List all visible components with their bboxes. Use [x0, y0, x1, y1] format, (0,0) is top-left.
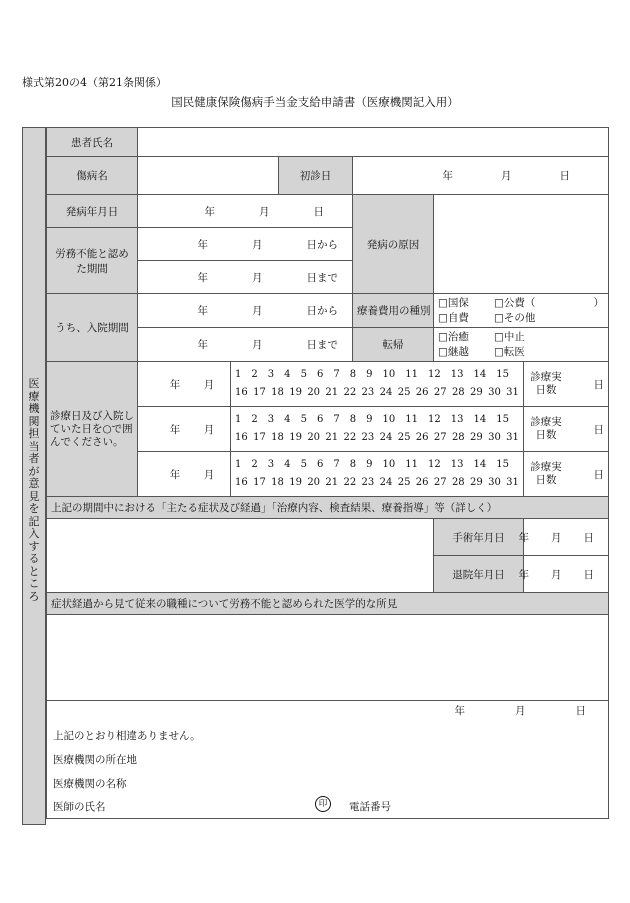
- surgery-date-year: 年: [518, 531, 529, 544]
- surgery-date-day: 日: [583, 531, 594, 544]
- outcome-label: 転帰: [353, 328, 434, 362]
- day-number[interactable]: 27: [433, 477, 447, 488]
- incapacity-from-day: 日から: [306, 238, 338, 251]
- incapacity-from-month: 月: [252, 238, 263, 251]
- first-visit-label: 初診日: [279, 157, 353, 195]
- day-number[interactable]: 30: [488, 432, 501, 443]
- visit-year-1: 年: [169, 378, 181, 391]
- day-number[interactable]: 25: [397, 387, 411, 398]
- cert-day: 日: [575, 705, 586, 717]
- side-label: 医療機関担当者が意見を記入するところ: [28, 377, 40, 603]
- day-number[interactable]: 21: [325, 387, 339, 398]
- day-number[interactable]: 27: [433, 387, 447, 398]
- discharge-date-day: 日: [583, 568, 594, 581]
- visit-day-grid-1[interactable]: [231, 362, 524, 407]
- day-number[interactable]: 7: [333, 414, 340, 425]
- outcome-continued-checkbox[interactable]: □継越: [438, 345, 469, 358]
- incapacity-to-field[interactable]: [138, 261, 353, 294]
- day-number[interactable]: 24: [379, 387, 393, 398]
- outcome-stopped-checkbox[interactable]: □中止: [494, 330, 525, 343]
- findings-field[interactable]: [47, 615, 609, 701]
- fee-public-close: ）: [593, 296, 604, 309]
- days-count-label-1: 診療実日数: [530, 371, 562, 396]
- visit-month-field-3[interactable]: [138, 452, 231, 497]
- first-visit-field[interactable]: [353, 157, 609, 195]
- first-visit-year: 年: [442, 170, 453, 182]
- day-number[interactable]: 31: [506, 477, 519, 488]
- day-number[interactable]: 1: [235, 459, 242, 470]
- day-number[interactable]: 19: [289, 387, 302, 398]
- cert-year: 年: [454, 705, 465, 717]
- disease-name-label: 傷病名: [47, 157, 138, 195]
- days-count-label-3: 診療実日数: [530, 461, 562, 486]
- incapacity-to-year: 年: [197, 271, 208, 284]
- incapacity-from-year: 年: [197, 238, 208, 251]
- fee-type-label: 療養費用の種別: [353, 294, 434, 328]
- inpatient-to-year: 年: [197, 339, 208, 351]
- day-number[interactable]: 12: [428, 459, 441, 470]
- day-number[interactable]: 25: [397, 477, 411, 488]
- day-number[interactable]: 22: [343, 387, 357, 398]
- onset-month: 月: [259, 205, 270, 218]
- day-number[interactable]: 31: [506, 387, 519, 398]
- day-number[interactable]: 22: [343, 432, 357, 443]
- day-number[interactable]: 18: [271, 432, 284, 443]
- inpatient-from-day: 日から: [306, 305, 338, 317]
- day-number[interactable]: 14: [473, 459, 487, 470]
- inpatient-period-label: うち、入院期間: [47, 294, 138, 362]
- surgery-date-field[interactable]: [518, 519, 609, 556]
- inpatient-from-month: 月: [252, 305, 263, 317]
- visit-month-field-2[interactable]: [138, 407, 231, 452]
- day-number[interactable]: 15: [496, 459, 509, 470]
- outcome-cured-checkbox[interactable]: □治癒: [438, 330, 469, 343]
- day-number[interactable]: 17: [253, 477, 266, 488]
- day-number[interactable]: 27: [433, 432, 447, 443]
- visit-year-3: 年: [169, 468, 181, 481]
- application-form-table: [46, 127, 609, 819]
- day-row-first-half: [235, 366, 519, 384]
- day-number[interactable]: 1: [235, 414, 242, 425]
- visit-month-1: 月: [203, 378, 215, 391]
- inpatient-from-field[interactable]: [138, 294, 353, 328]
- day-number[interactable]: 16: [235, 477, 248, 488]
- day-number[interactable]: 12: [428, 369, 441, 380]
- day-number[interactable]: 25: [397, 432, 411, 443]
- days-count-unit-1: 日: [593, 378, 604, 391]
- day-number[interactable]: 19: [289, 432, 302, 443]
- day-number[interactable]: 9: [366, 369, 373, 380]
- facility-address-label: 医療機関の所在地: [53, 754, 137, 766]
- day-number[interactable]: 14: [473, 414, 487, 425]
- day-number[interactable]: 7: [333, 459, 340, 470]
- days-count-label-2: 診療実日数: [530, 416, 562, 441]
- day-number[interactable]: 5: [300, 414, 307, 425]
- visit-year-2: 年: [169, 423, 181, 436]
- day-number[interactable]: 2: [251, 414, 258, 425]
- day-number[interactable]: 10: [382, 414, 396, 425]
- day-number[interactable]: 20: [307, 432, 321, 443]
- day-row-first-half: [235, 456, 519, 474]
- onset-year: 年: [204, 205, 215, 218]
- days-count-field-1[interactable]: [524, 362, 609, 407]
- onset-day: 日: [313, 205, 324, 218]
- day-number[interactable]: 26: [415, 477, 429, 488]
- outcome-transferred-checkbox[interactable]: □転医: [494, 345, 525, 358]
- day-number[interactable]: 29: [470, 477, 483, 488]
- visit-month-3: 月: [203, 468, 215, 481]
- findings-heading: 症状経過から見て従来の職種について労務不能と認められた医学的な所見: [47, 593, 609, 615]
- visit-month-field-1[interactable]: [138, 362, 231, 407]
- day-number[interactable]: 3: [267, 369, 275, 380]
- day-number[interactable]: 16: [235, 432, 248, 443]
- day-number[interactable]: 18: [271, 477, 284, 488]
- fee-type-options[interactable]: [434, 294, 609, 328]
- day-number[interactable]: 4: [284, 369, 291, 380]
- doctor-name-label: 医師の氏名: [53, 801, 106, 813]
- discharge-date-year: 年: [518, 568, 529, 581]
- inpatient-to-day: 日まで: [306, 339, 338, 351]
- incapacity-from-field[interactable]: [138, 228, 353, 261]
- day-number[interactable]: 30: [488, 477, 501, 488]
- day-number[interactable]: 3: [267, 459, 275, 470]
- day-number[interactable]: 29: [470, 387, 483, 398]
- side-label-column: [22, 127, 46, 825]
- incapacity-to-day: 日まで: [306, 271, 338, 284]
- day-number[interactable]: 15: [496, 369, 509, 380]
- day-row-first-half: [235, 411, 519, 429]
- onset-cause-label: 発病の原因: [353, 195, 434, 294]
- day-number[interactable]: 23: [361, 477, 375, 488]
- course-details-field[interactable]: [47, 519, 434, 593]
- day-number[interactable]: 11: [405, 459, 418, 470]
- day-number[interactable]: 28: [451, 477, 465, 488]
- day-number[interactable]: 24: [379, 432, 393, 443]
- days-count-field-2[interactable]: [524, 407, 609, 452]
- discharge-date-month: 月: [551, 568, 562, 581]
- certification-date[interactable]: [455, 703, 587, 718]
- seal-icon: 印: [315, 796, 331, 812]
- day-number[interactable]: 14: [473, 369, 487, 380]
- day-number[interactable]: 23: [361, 432, 375, 443]
- day-number[interactable]: 1: [235, 369, 242, 380]
- day-number[interactable]: 8: [349, 459, 357, 470]
- facility-name-label: 医療機関の名称: [53, 778, 127, 790]
- discharge-date-field[interactable]: [518, 556, 609, 593]
- day-number[interactable]: 8: [349, 414, 357, 425]
- day-number[interactable]: 2: [251, 459, 258, 470]
- fee-self-checkbox[interactable]: □自費: [438, 311, 469, 324]
- day-number[interactable]: 10: [382, 459, 396, 470]
- visit-month-2: 月: [203, 423, 215, 436]
- days-count-field-3[interactable]: [524, 452, 609, 497]
- day-number[interactable]: 4: [284, 459, 291, 470]
- day-number[interactable]: 31: [506, 432, 519, 443]
- patient-name-field[interactable]: [138, 128, 609, 157]
- onset-cause-field[interactable]: [434, 195, 609, 294]
- visit-day-grid-3[interactable]: [231, 452, 524, 497]
- day-number[interactable]: 2: [251, 369, 258, 380]
- day-number[interactable]: 11: [405, 414, 418, 425]
- day-number[interactable]: 9: [366, 414, 373, 425]
- day-number[interactable]: 17: [253, 432, 266, 443]
- day-number[interactable]: 18: [271, 387, 284, 398]
- day-number[interactable]: 13: [450, 459, 464, 470]
- disease-name-field[interactable]: [138, 157, 279, 195]
- form-title: 国民健康保険傷病手当金支給申請書（医療機関記入用）: [171, 95, 459, 109]
- surgery-date-month: 月: [551, 531, 562, 544]
- day-number[interactable]: 26: [415, 387, 429, 398]
- day-number[interactable]: 20: [307, 387, 321, 398]
- first-visit-month: 月: [501, 170, 512, 182]
- day-number[interactable]: 6: [316, 369, 324, 380]
- day-number[interactable]: 9: [366, 459, 373, 470]
- day-number[interactable]: 15: [496, 414, 509, 425]
- certify-statement: 上記のとおり相違ありません。: [53, 730, 201, 742]
- day-number[interactable]: 29: [470, 432, 483, 443]
- day-number[interactable]: 13: [450, 414, 464, 425]
- day-number[interactable]: 22: [343, 477, 357, 488]
- day-number[interactable]: 24: [379, 477, 393, 488]
- days-count-unit-3: 日: [593, 468, 604, 481]
- day-number[interactable]: 20: [307, 477, 321, 488]
- day-number[interactable]: 28: [451, 387, 465, 398]
- incapacity-to-month: 月: [252, 271, 263, 284]
- day-number[interactable]: 16: [235, 387, 248, 398]
- day-number[interactable]: 11: [405, 369, 418, 380]
- outcome-options[interactable]: [434, 328, 609, 362]
- day-number[interactable]: 5: [300, 459, 307, 470]
- fee-public-checkbox[interactable]: □公費（: [494, 296, 536, 309]
- day-number[interactable]: 10: [382, 369, 396, 380]
- day-row-second-half: [235, 474, 519, 492]
- day-number[interactable]: 19: [289, 477, 302, 488]
- discharge-date-label: 退院年月日: [434, 556, 524, 593]
- certification-area: [47, 701, 609, 819]
- onset-date-field[interactable]: [138, 195, 353, 228]
- visit-days-label: 診療日及び入院していた日を○で囲んでください。: [47, 362, 138, 497]
- inpatient-from-year: 年: [197, 305, 208, 317]
- day-number[interactable]: 12: [428, 414, 441, 425]
- day-number[interactable]: 21: [325, 477, 339, 488]
- day-number[interactable]: 4: [284, 414, 291, 425]
- day-number[interactable]: 6: [316, 459, 324, 470]
- inpatient-to-month: 月: [252, 339, 263, 351]
- days-count-unit-2: 日: [593, 423, 604, 436]
- day-number[interactable]: 6: [316, 414, 324, 425]
- cert-month: 月: [515, 705, 526, 717]
- inpatient-to-field[interactable]: [138, 328, 353, 362]
- day-number[interactable]: 30: [488, 387, 501, 398]
- fee-national-checkbox[interactable]: □国保: [438, 296, 469, 309]
- surgery-date-label: 手術年月日: [434, 519, 524, 556]
- onset-date-label: 発病年月日: [47, 195, 138, 228]
- day-number[interactable]: 7: [333, 369, 340, 380]
- day-number[interactable]: 5: [300, 369, 307, 380]
- day-row-second-half: [235, 429, 519, 447]
- day-number[interactable]: 3: [267, 414, 275, 425]
- first-visit-day: 日: [559, 170, 570, 182]
- day-row-second-half: [235, 384, 519, 402]
- patient-name-label: 患者氏名: [47, 128, 138, 157]
- day-number[interactable]: 17: [253, 387, 266, 398]
- day-number[interactable]: 28: [451, 432, 465, 443]
- form-code: 様式第20の4（第21条関係）: [22, 76, 167, 89]
- day-number[interactable]: 26: [415, 432, 429, 443]
- day-number[interactable]: 23: [361, 387, 375, 398]
- day-number[interactable]: 13: [450, 369, 464, 380]
- day-number[interactable]: 8: [349, 369, 357, 380]
- day-number[interactable]: 21: [325, 432, 339, 443]
- incapacity-period-label: 労務不能と認めた期間: [47, 228, 138, 294]
- phone-label: 電話番号: [349, 801, 391, 813]
- fee-other-checkbox[interactable]: □その他: [494, 311, 536, 324]
- visit-day-grid-2[interactable]: [231, 407, 524, 452]
- course-heading: 上記の期間中における「主たる症状及び経過」「治療内容、検査結果、療養指導」等（詳しく）: [47, 497, 609, 519]
